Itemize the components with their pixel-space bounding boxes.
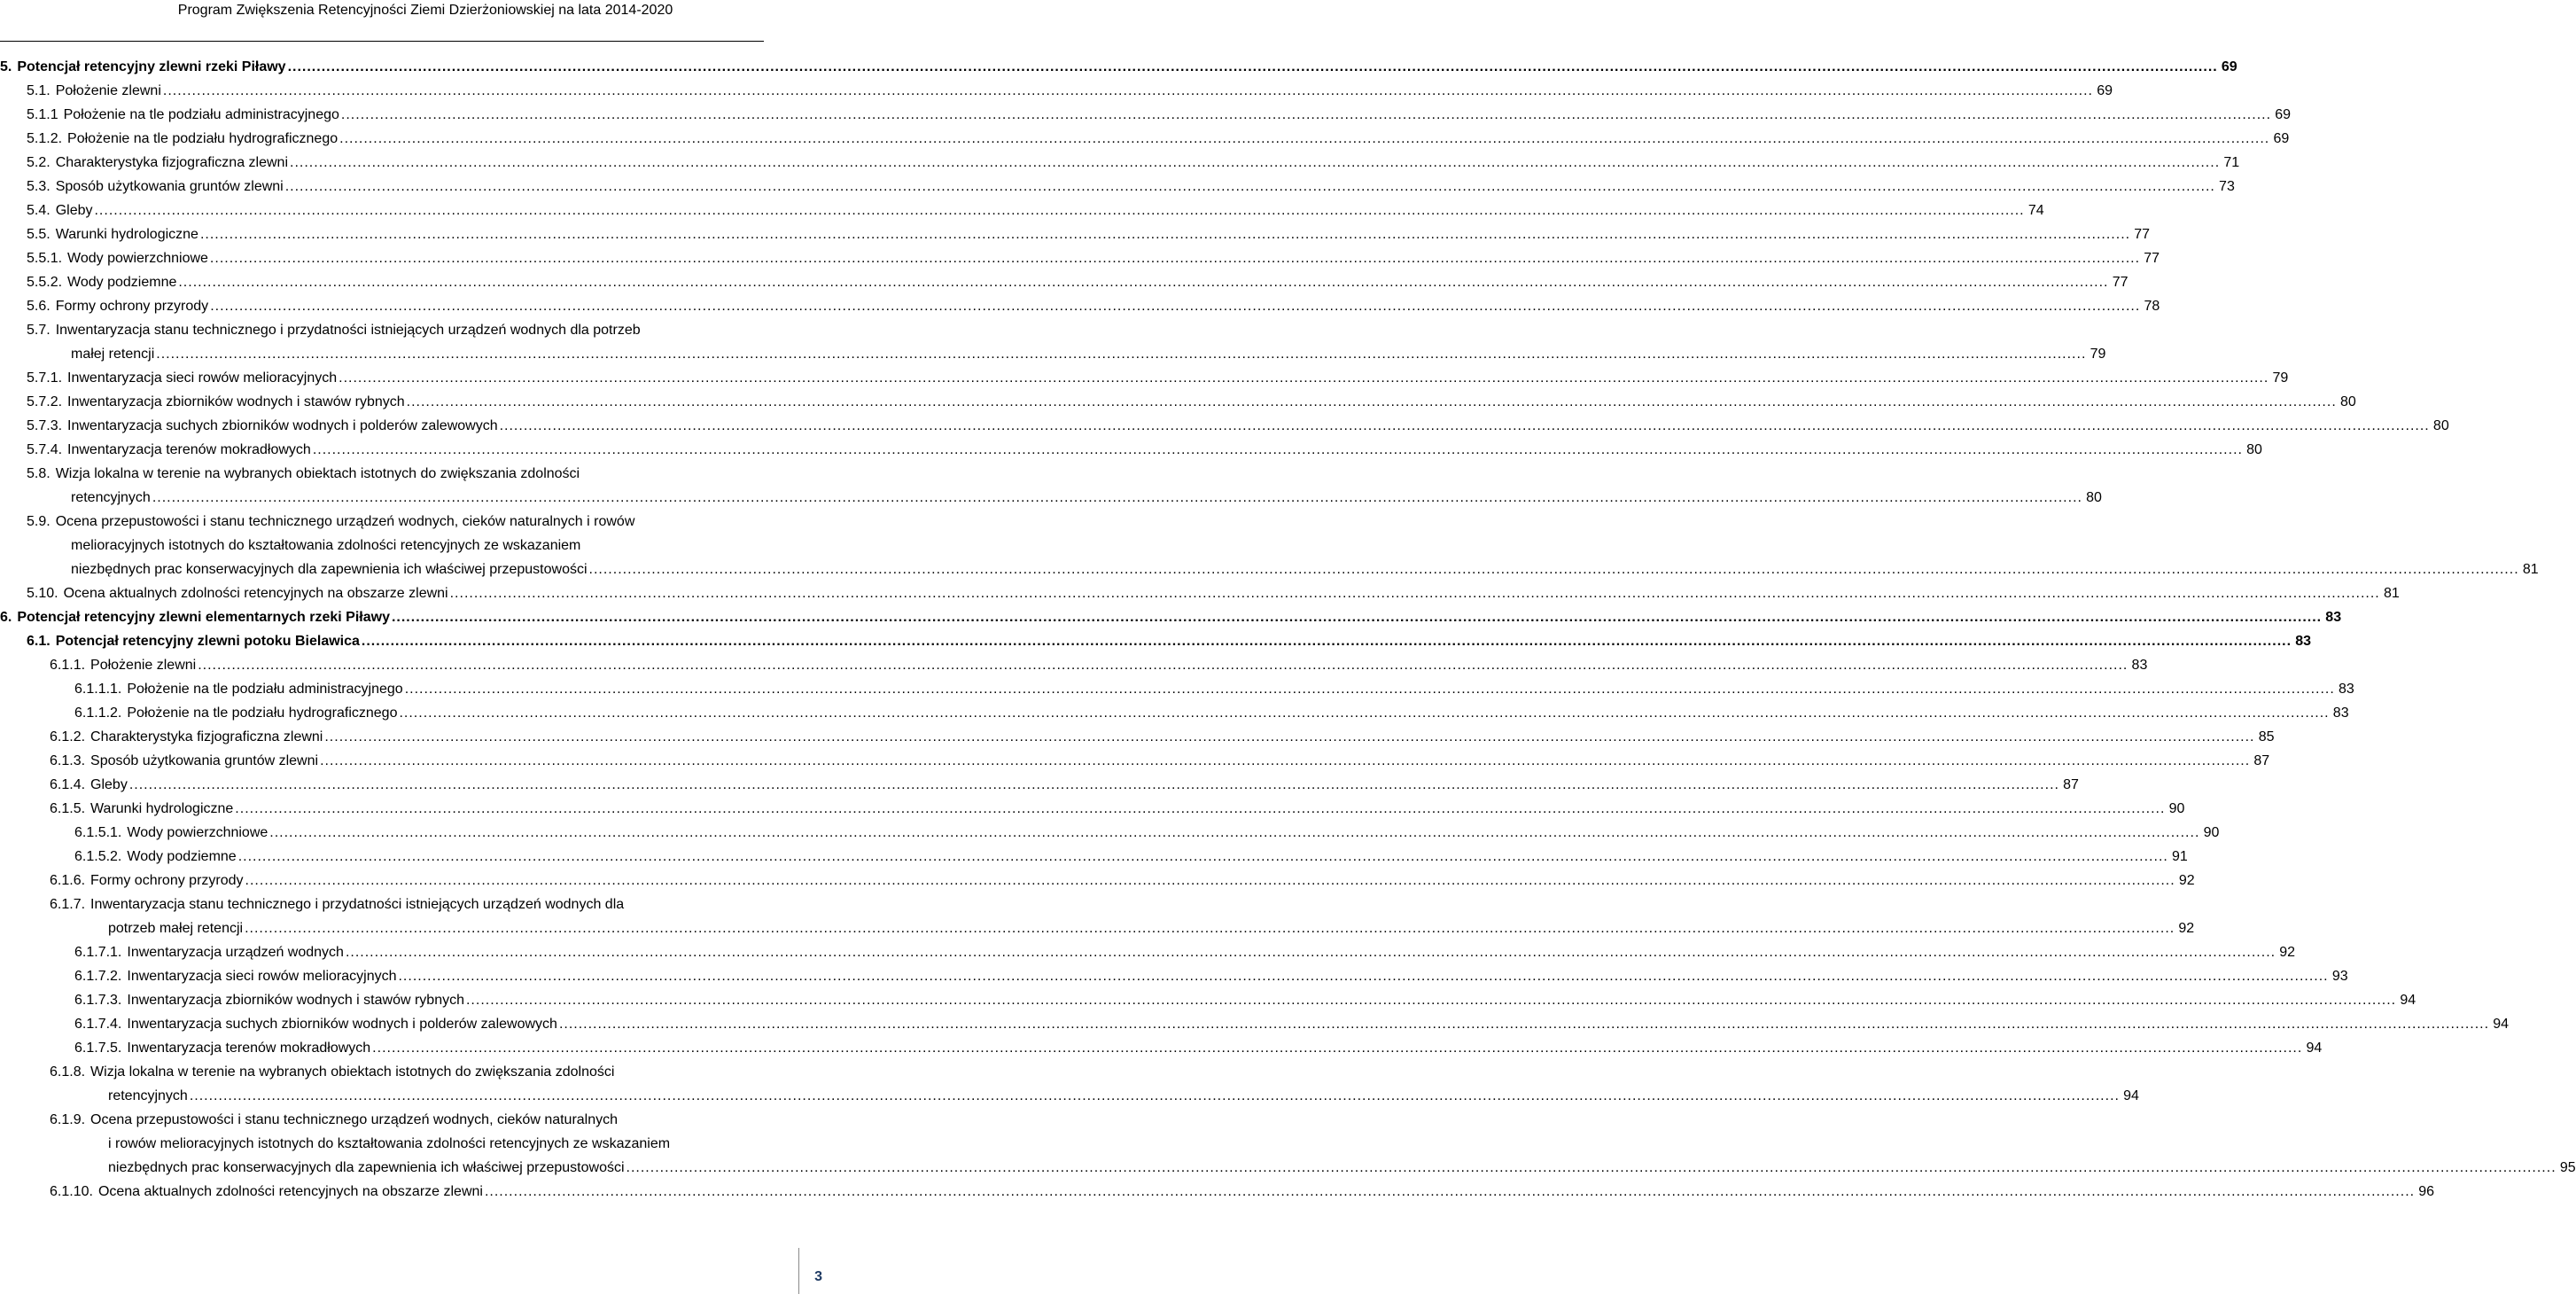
toc-entry-title: Inwentaryzacja suchych zbiorników wodnych i polderów zalewowych bbox=[67, 418, 498, 433]
toc-entry[interactable] bbox=[27, 581, 2400, 605]
toc-entry-page: 81 bbox=[2383, 586, 2400, 601]
toc-entry[interactable] bbox=[50, 1108, 2576, 1180]
toc-entry-number: 5.3. bbox=[27, 179, 51, 194]
toc-entry-number: 5.10. bbox=[27, 586, 58, 601]
toc-entry-number: 6.1.9. bbox=[50, 1112, 86, 1127]
toc-entry-number: 6.1.10. bbox=[50, 1184, 93, 1199]
toc-entry-title: Inwentaryzacja zbiorników wodnych i stawów rybnych bbox=[67, 394, 405, 409]
toc-entry-title: Potencjał retencyjny zlewni rzeki Piławy bbox=[17, 59, 286, 74]
toc-entry[interactable] bbox=[27, 246, 2160, 270]
toc-entry-text: Wizja lokalna w terenie na wybranych obiektach istotnych do zwiększania zdolności bbox=[55, 466, 580, 481]
toc-entry[interactable] bbox=[27, 103, 2292, 127]
toc-entry-title: Formy ochrony przyrody bbox=[55, 299, 209, 314]
toc-entry-page: 78 bbox=[2144, 299, 2160, 314]
toc-entry-page: 90 bbox=[2168, 801, 2185, 816]
toc-entry-number: 6.1.2. bbox=[50, 729, 86, 744]
toc-entry-title: Gleby bbox=[55, 203, 93, 218]
toc-entry-title: Sposób użytkowania gruntów zlewni bbox=[90, 753, 319, 768]
toc-entry-number: 6.1.7.2. bbox=[74, 969, 122, 984]
toc-entry-page: 83 bbox=[2295, 634, 2312, 649]
toc-entry-line bbox=[27, 510, 762, 534]
toc-entry-page: 74 bbox=[2027, 203, 2044, 218]
toc-leader-dots: ................................................................................................................................................................................................................................................................................................................................................................................................................ bbox=[484, 1184, 2416, 1199]
toc-leader-dots: ................................................................................................................................................................................................................................................................................................................................................................................................................ bbox=[558, 1017, 2490, 1032]
toc-leader-dots: ................................................................................................................................................................................................................................................................................................................................................................................................................ bbox=[156, 347, 2087, 362]
toc-entry[interactable] bbox=[27, 222, 2151, 246]
toc-entry-page: 83 bbox=[2131, 658, 2148, 673]
toc-entry-page: 94 bbox=[2123, 1088, 2139, 1103]
toc-leader-dots: ................................................................................................................................................................................................................................................................................................................................................................................................................ bbox=[245, 873, 2175, 888]
toc-leader-dots: ................................................................................................................................................................................................................................................................................................................................................................................................................ bbox=[290, 155, 2221, 170]
toc-entry[interactable] bbox=[27, 510, 2539, 581]
toc-entry[interactable] bbox=[50, 1180, 2435, 1204]
toc-entry-title: Inwentaryzacja sieci rowów melioracyjnych bbox=[67, 370, 338, 386]
toc-entry[interactable] bbox=[27, 79, 2113, 103]
toc-entry-line bbox=[50, 1132, 762, 1156]
toc-leader-dots: ................................................................................................................................................................................................................................................................................................................................................................................................................ bbox=[449, 586, 2380, 601]
toc-entry[interactable] bbox=[0, 605, 2342, 629]
page-header bbox=[0, 0, 851, 28]
toc-entry-text: Ocena przepustowości i stanu technicznego urządzeń wodnych, cieków naturalnych bbox=[90, 1112, 619, 1127]
toc-entry-page: 69 bbox=[2221, 59, 2237, 74]
toc-leader-dots: ................................................................................................................................................................................................................................................................................................................................................................................................................ bbox=[152, 490, 2082, 505]
toc-entry-page: 83 bbox=[2325, 610, 2342, 625]
toc-entry-title: retencyjnych bbox=[108, 1088, 188, 1103]
toc-entry[interactable] bbox=[74, 940, 2296, 964]
toc-entry[interactable] bbox=[74, 988, 2416, 1012]
toc-entry-title: Warunki hydrologiczne bbox=[55, 227, 198, 242]
toc-entry-page: 69 bbox=[2275, 107, 2292, 122]
toc-entry[interactable] bbox=[0, 55, 2237, 79]
toc-entry-page: 69 bbox=[2273, 131, 2290, 146]
page-number: 3 bbox=[814, 1269, 822, 1284]
toc-entry-number: 5.7. bbox=[27, 323, 51, 338]
toc-entry[interactable] bbox=[27, 462, 2102, 510]
table-of-contents bbox=[0, 55, 2576, 1225]
toc-entry[interactable] bbox=[27, 127, 2290, 151]
toc-leader-dots: ................................................................................................................................................................................................................................................................................................................................................................................................................ bbox=[312, 442, 2243, 457]
toc-leader-dots: ................................................................................................................................................................................................................................................................................................................................................................................................................ bbox=[210, 299, 2141, 314]
toc-leader-dots: ................................................................................................................................................................................................................................................................................................................................................................................................................ bbox=[269, 825, 2200, 840]
toc-entry[interactable] bbox=[27, 414, 2449, 438]
toc-entry-text: Inwentaryzacja stanu technicznego i przydatności istniejących urządzeń wodnych dla potrzeb bbox=[55, 323, 641, 338]
toc-entry-line bbox=[27, 462, 762, 486]
toc-entry[interactable] bbox=[74, 964, 2348, 988]
toc-entry-line bbox=[50, 1108, 762, 1132]
toc-entry-line bbox=[27, 318, 762, 342]
toc-entry-title: Inwentaryzacja terenów mokradłowych bbox=[127, 1041, 371, 1056]
toc-entry-title: niezbędnych prac konserwacyjnych dla zapewnienia ich właściwej przepustowości bbox=[108, 1160, 625, 1175]
toc-entry-page: 80 bbox=[2246, 442, 2262, 457]
toc-entry-title: Położenie na tle podziału administracyjnego bbox=[127, 682, 403, 697]
toc-entry-title: Położenie na tle podziału hydrograficznego bbox=[67, 131, 339, 146]
toc-entry-title: Sposób użytkowania gruntów zlewni bbox=[55, 179, 284, 194]
toc-leader-dots: ................................................................................................................................................................................................................................................................................................................................................................................................................ bbox=[626, 1160, 2557, 1175]
toc-entry-title: Gleby bbox=[90, 777, 128, 792]
toc-entry-line bbox=[50, 1060, 762, 1084]
toc-leader-dots: ................................................................................................................................................................................................................................................................................................................................................................................................................ bbox=[189, 1088, 2120, 1103]
toc-entry-title: Inwentaryzacja terenów mokradłowych bbox=[67, 442, 311, 457]
toc-entry-number: 6.1.7.1. bbox=[74, 945, 122, 960]
toc-entry[interactable] bbox=[27, 175, 2235, 199]
toc-leader-dots: ................................................................................................................................................................................................................................................................................................................................................................................................................ bbox=[320, 753, 2251, 768]
toc-leader-dots: ................................................................................................................................................................................................................................................................................................................................................................................................................ bbox=[94, 203, 2025, 218]
toc-entry-page: 80 bbox=[2432, 418, 2449, 433]
toc-entry-title: Wody podziemne bbox=[127, 849, 237, 864]
toc-entry-title: Inwentaryzacja sieci rowów melioracyjnych bbox=[127, 969, 397, 984]
toc-entry-number: 6.1.8. bbox=[50, 1064, 86, 1080]
toc-entry-title: potrzeb małej retencji bbox=[108, 921, 244, 936]
toc-leader-dots: ................................................................................................................................................................................................................................................................................................................................................................................................................ bbox=[391, 610, 2323, 625]
toc-entry-number: 5. bbox=[0, 59, 12, 74]
toc-entry-text: i rowów melioracyjnych istotnych do kształtowania zdolności retencyjnych ze wskazaniem bbox=[108, 1136, 671, 1151]
toc-entry-number: 6.1.7.4. bbox=[74, 1017, 122, 1032]
toc-leader-dots: ................................................................................................................................................................................................................................................................................................................................................................................................................ bbox=[199, 227, 2131, 242]
toc-leader-dots: ................................................................................................................................................................................................................................................................................................................................................................................................................ bbox=[209, 251, 2141, 266]
toc-entry-page: 92 bbox=[2178, 921, 2195, 936]
toc-entry[interactable] bbox=[74, 845, 2188, 869]
toc-entry-title: Inwentaryzacja urządzeń wodnych bbox=[127, 945, 344, 960]
toc-entry-number: 5.7.3. bbox=[27, 418, 63, 433]
toc-entry-page: 73 bbox=[2219, 179, 2235, 194]
toc-entry-page: 69 bbox=[2097, 83, 2113, 98]
toc-entry-number: 5.2. bbox=[27, 155, 51, 170]
toc-entry-page: 93 bbox=[2331, 969, 2348, 984]
toc-entry-number: 5.5.2. bbox=[27, 275, 63, 290]
toc-entry[interactable] bbox=[27, 438, 2262, 462]
toc-entry[interactable] bbox=[27, 366, 2289, 390]
toc-entry[interactable] bbox=[27, 390, 2356, 414]
toc-entry-line bbox=[27, 534, 762, 557]
toc-leader-dots: ................................................................................................................................................................................................................................................................................................................................................................................................................ bbox=[399, 705, 2330, 721]
toc-leader-dots: ................................................................................................................................................................................................................................................................................................................................................................................................................ bbox=[339, 131, 2270, 146]
toc-entry-page: 77 bbox=[2144, 251, 2160, 266]
toc-entry-number: 6.1.4. bbox=[50, 777, 86, 792]
toc-entry[interactable] bbox=[50, 869, 2195, 893]
toc-entry-number: 5.9. bbox=[27, 514, 51, 529]
toc-entry[interactable] bbox=[50, 893, 2195, 940]
toc-entry-number: 6. bbox=[0, 610, 12, 625]
toc-entry-page: 95 bbox=[2559, 1160, 2576, 1175]
toc-leader-dots: ................................................................................................................................................................................................................................................................................................................................................................................................................ bbox=[198, 658, 2129, 673]
toc-entry[interactable] bbox=[50, 1060, 2139, 1108]
toc-entry[interactable] bbox=[27, 270, 2129, 294]
toc-entry-title: Inwentaryzacja suchych zbiorników wodnych i polderów zalewowych bbox=[127, 1017, 557, 1032]
toc-entry[interactable] bbox=[27, 151, 2240, 175]
toc-leader-dots: ................................................................................................................................................................................................................................................................................................................................................................................................................ bbox=[237, 849, 2168, 864]
toc-leader-dots: ................................................................................................................................................................................................................................................................................................................................................................................................................ bbox=[372, 1041, 2303, 1056]
toc-leader-dots: ................................................................................................................................................................................................................................................................................................................................................................................................................ bbox=[406, 394, 2337, 409]
toc-entry-title: Charakterystyka fizjograficzna zlewni bbox=[90, 729, 323, 744]
toc-leader-dots: ................................................................................................................................................................................................................................................................................................................................................................................................................ bbox=[465, 993, 2397, 1008]
toc-entry-number: 5.5. bbox=[27, 227, 51, 242]
toc-entry-number: 5.8. bbox=[27, 466, 51, 481]
toc-entry-number: 6.1. bbox=[27, 634, 51, 649]
toc-entry-title: Wody powierzchniowe bbox=[67, 251, 208, 266]
toc-entry-number: 5.4. bbox=[27, 203, 51, 218]
toc-entry-number: 5.6. bbox=[27, 299, 51, 314]
toc-entry-number: 5.7.4. bbox=[27, 442, 63, 457]
toc-entry-title: Formy ochrony przyrody bbox=[90, 873, 244, 888]
toc-entry-title: Potencjał retencyjny zlewni elementarnych rzeki Piławy bbox=[17, 610, 390, 625]
toc-leader-dots: ................................................................................................................................................................................................................................................................................................................................................................................................................ bbox=[339, 370, 2269, 386]
toc-leader-dots: ................................................................................................................................................................................................................................................................................................................................................................................................................ bbox=[361, 634, 2292, 649]
toc-entry-number: 6.1.1.1. bbox=[74, 682, 122, 697]
toc-entry-title: niezbędnych prac konserwacyjnych dla zapewnienia ich właściwej przepustowości bbox=[71, 562, 588, 577]
toc-entry[interactable] bbox=[27, 294, 2160, 318]
toc-entry-title: Wody powierzchniowe bbox=[127, 825, 268, 840]
toc-entry-number: 6.1.7.3. bbox=[74, 993, 122, 1008]
toc-entry[interactable] bbox=[74, 677, 2354, 701]
toc-entry-page: 83 bbox=[2332, 705, 2349, 721]
toc-entry[interactable] bbox=[27, 318, 2106, 366]
toc-leader-dots: ................................................................................................................................................................................................................................................................................................................................................................................................................ bbox=[345, 945, 2276, 960]
toc-entry[interactable] bbox=[74, 821, 2220, 845]
toc-entry-page: 87 bbox=[2063, 777, 2079, 792]
toc-entry-page: 77 bbox=[2112, 275, 2129, 290]
toc-entry-number: 6.1.3. bbox=[50, 753, 86, 768]
toc-leader-dots: ................................................................................................................................................................................................................................................................................................................................................................................................................ bbox=[324, 729, 2255, 744]
toc-leader-dots: ................................................................................................................................................................................................................................................................................................................................................................................................................ bbox=[340, 107, 2272, 122]
toc-entry[interactable] bbox=[27, 629, 2312, 653]
toc-leader-dots: ................................................................................................................................................................................................................................................................................................................................................................................................................ bbox=[287, 59, 2218, 74]
toc-entry-title: Położenie zlewni bbox=[55, 83, 161, 98]
toc-entry-title: Położenie na tle podziału hydrograficznego bbox=[127, 705, 398, 721]
toc-leader-dots: ................................................................................................................................................................................................................................................................................................................................................................................................................ bbox=[284, 179, 2215, 194]
toc-entry-title: Inwentaryzacja zbiorników wodnych i stawów rybnych bbox=[127, 993, 464, 1008]
toc-entry-page: 71 bbox=[2223, 155, 2240, 170]
toc-entry-page: 94 bbox=[2306, 1041, 2323, 1056]
toc-leader-dots: ................................................................................................................................................................................................................................................................................................................................................................................................................ bbox=[588, 562, 2519, 577]
toc-entry-title: Wody podziemne bbox=[67, 275, 177, 290]
toc-leader-dots: ................................................................................................................................................................................................................................................................................................................................................................................................................ bbox=[499, 418, 2430, 433]
toc-entry-number: 5.5.1. bbox=[27, 251, 63, 266]
toc-entry-number: 6.1.5.1. bbox=[74, 825, 122, 840]
toc-entry-title: Ocena aktualnych zdolności retencyjnych na obszarze zlewni bbox=[63, 586, 448, 601]
toc-entry-page: 94 bbox=[2400, 993, 2416, 1008]
toc-entry-number: 6.1.1. bbox=[50, 658, 86, 673]
toc-entry-page: 77 bbox=[2134, 227, 2151, 242]
toc-entry-number: 5.1. bbox=[27, 83, 51, 98]
toc-entry-page: 92 bbox=[2279, 945, 2296, 960]
toc-entry[interactable] bbox=[50, 653, 2148, 677]
toc-leader-dots: ................................................................................................................................................................................................................................................................................................................................................................................................................ bbox=[245, 921, 2175, 936]
toc-entry-text: Ocena przepustowości i stanu technicznego urządzeń wodnych, cieków naturalnych i rowów bbox=[55, 514, 635, 529]
toc-entry-number: 6.1.5. bbox=[50, 801, 86, 816]
toc-entry-number: 6.1.5.2. bbox=[74, 849, 122, 864]
toc-entry-title: Położenie na tle podziału administracyjnego bbox=[63, 107, 339, 122]
toc-entry-page: 80 bbox=[2086, 490, 2102, 505]
toc-leader-dots: ................................................................................................................................................................................................................................................................................................................................................................................................................ bbox=[404, 682, 2335, 697]
toc-entry[interactable] bbox=[50, 797, 2185, 821]
toc-leader-dots: ................................................................................................................................................................................................................................................................................................................................................................................................................ bbox=[178, 275, 2109, 290]
header-title: Program Zwiększenia Retencyjności Ziemi Dzierżoniowskiej na lata 2014-2020 bbox=[177, 3, 673, 18]
toc-entry-page: 90 bbox=[2203, 825, 2220, 840]
toc-entry[interactable] bbox=[74, 1036, 2323, 1060]
toc-entry-number: 5.1.2. bbox=[27, 131, 63, 146]
toc-entry-title: Położenie zlewni bbox=[90, 658, 197, 673]
toc-entry-page: 79 bbox=[2090, 347, 2106, 362]
toc-entry-number: 6.1.1.2. bbox=[74, 705, 122, 721]
toc-entry[interactable] bbox=[50, 773, 2079, 797]
toc-entry-title: retencyjnych bbox=[71, 490, 151, 505]
toc-entry-line bbox=[50, 893, 762, 916]
toc-entry-text: Wizja lokalna w terenie na wybranych obiektach istotnych do zwiększania zdolności bbox=[90, 1064, 615, 1080]
toc-entry[interactable] bbox=[50, 749, 2270, 773]
toc-entry-text: melioracyjnych istotnych do kształtowania zdolności retencyjnych ze wskazaniem bbox=[71, 538, 581, 553]
toc-entry-page: 96 bbox=[2418, 1184, 2435, 1199]
toc-entry-number: 5.7.2. bbox=[27, 394, 63, 409]
toc-entry[interactable] bbox=[27, 199, 2044, 222]
toc-leader-dots: ................................................................................................................................................................................................................................................................................................................................................................................................................ bbox=[235, 801, 2166, 816]
toc-entry-page: 87 bbox=[2253, 753, 2270, 768]
toc-entry-title: małej retencji bbox=[71, 347, 155, 362]
toc-entry-number: 5.7.1. bbox=[27, 370, 63, 386]
toc-entry-number: 5.1.1 bbox=[27, 107, 58, 122]
toc-entry-page: 83 bbox=[2339, 682, 2354, 697]
toc-entry-page: 80 bbox=[2339, 394, 2356, 409]
toc-entry-number: 6.1.7.5. bbox=[74, 1041, 122, 1056]
toc-entry-title: Warunki hydrologiczne bbox=[90, 801, 234, 816]
toc-entry-page: 94 bbox=[2493, 1017, 2510, 1032]
toc-entry-page: 81 bbox=[2522, 562, 2539, 577]
toc-entry[interactable] bbox=[74, 1012, 2510, 1036]
header-divider bbox=[0, 41, 764, 42]
toc-leader-dots: ................................................................................................................................................................................................................................................................................................................................................................................................................ bbox=[398, 969, 2329, 984]
toc-leader-dots: ................................................................................................................................................................................................................................................................................................................................................................................................................ bbox=[128, 777, 2059, 792]
toc-entry-page: 92 bbox=[2178, 873, 2195, 888]
toc-entry-page: 79 bbox=[2272, 370, 2289, 386]
toc-entry-page: 85 bbox=[2258, 729, 2275, 744]
toc-entry-number: 6.1.7. bbox=[50, 897, 86, 912]
toc-entry-page: 91 bbox=[2172, 849, 2188, 864]
toc-entry[interactable] bbox=[74, 701, 2349, 725]
toc-entry-title: Potencjał retencyjny zlewni potoku Bielawica bbox=[55, 634, 360, 649]
toc-entry-title: Ocena aktualnych zdolności retencyjnych na obszarze zlewni bbox=[97, 1184, 483, 1199]
toc-entry-text: Inwentaryzacja stanu technicznego i przydatności istniejących urządzeń wodnych dla bbox=[90, 897, 625, 912]
toc-leader-dots: ................................................................................................................................................................................................................................................................................................................................................................................................................ bbox=[162, 83, 2093, 98]
toc-entry-number: 6.1.6. bbox=[50, 873, 86, 888]
toc-entry-title: Charakterystyka fizjograficzna zlewni bbox=[55, 155, 289, 170]
toc-entry[interactable] bbox=[50, 725, 2275, 749]
